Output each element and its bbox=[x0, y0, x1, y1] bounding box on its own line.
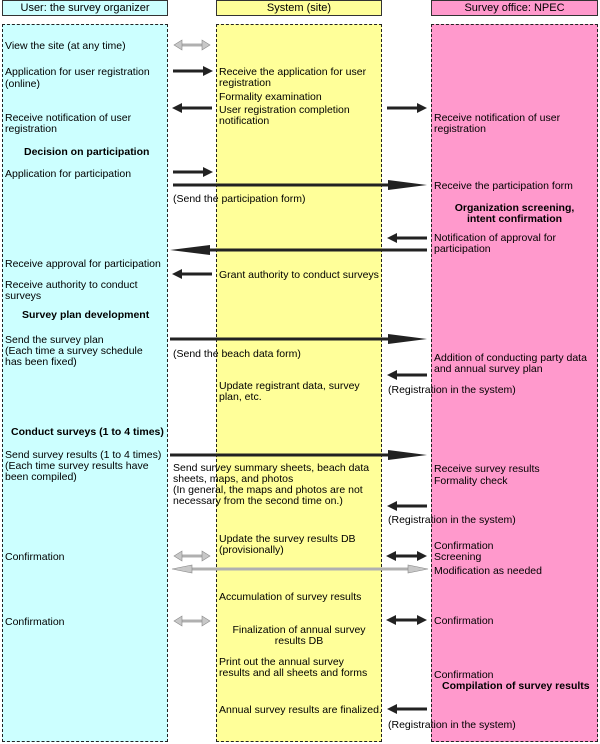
registration-system-arrow-2 bbox=[387, 501, 427, 511]
approval-line2: participation bbox=[434, 243, 491, 255]
receive-results-step: Receive survey results bbox=[434, 463, 540, 475]
print-out-line2: results and all sheets and forms bbox=[219, 667, 368, 679]
confirmation-dark-arrow-2 bbox=[386, 615, 427, 625]
office-notification-arrow bbox=[387, 103, 427, 113]
user-confirmation-2: Confirmation bbox=[5, 616, 65, 628]
office-confirmation-1: Confirmation bbox=[434, 540, 494, 552]
receive-form-step: Receive the participation form bbox=[434, 180, 573, 192]
registration-note-1: (Registration in the system) bbox=[388, 384, 516, 396]
participation-form-arrow bbox=[173, 180, 427, 190]
compilation-heading: Compilation of survey results bbox=[442, 680, 590, 692]
formality-exam-step: Formality examination bbox=[219, 91, 322, 103]
send-participation-form-note: (Send the participation form) bbox=[173, 193, 306, 205]
view-site-arrow bbox=[174, 40, 210, 50]
send-sheets-line1: Send survey summary sheets, beach data bbox=[173, 462, 370, 474]
grant-authority-step: Grant authority to conduct surveys bbox=[219, 269, 379, 281]
receive-app-line1: Receive the application for user bbox=[219, 66, 367, 78]
grant-authority-arrow bbox=[172, 269, 212, 279]
user-lane-header: User: the survey organizer bbox=[2, 0, 168, 16]
print-out-line1: Print out the annual survey bbox=[219, 656, 344, 668]
completion-line2: notification bbox=[219, 115, 270, 127]
modification-gray-arrow bbox=[172, 565, 428, 573]
approval-long-arrow bbox=[170, 245, 427, 255]
receive-authority-line2: surveys bbox=[5, 290, 42, 302]
user-receive-notification-line2: registration bbox=[5, 123, 57, 135]
receive-approval-step: Receive approval for participation bbox=[5, 258, 161, 270]
office-receive-notification-line2: registration bbox=[434, 123, 486, 135]
confirmation-gray-arrow-2 bbox=[174, 616, 210, 626]
system-lane-header: System (site) bbox=[216, 0, 382, 16]
addition-line1: Addition of conducting party data bbox=[434, 352, 587, 364]
registration-system-arrow-1 bbox=[387, 370, 427, 380]
completion-line1: User registration completion bbox=[219, 104, 350, 116]
registration-arrow bbox=[173, 66, 213, 76]
office-confirmation-2: Confirmation bbox=[434, 615, 494, 627]
registration-note-3: (Registration in the system) bbox=[388, 719, 516, 731]
send-sheets-line3: (In general, the maps and photos are not bbox=[173, 484, 363, 496]
modification-step: Modification as needed bbox=[434, 565, 542, 577]
update-registrant-line1: Update registrant data, survey bbox=[219, 380, 360, 392]
plan-development-heading: Survey plan development bbox=[22, 309, 150, 321]
conduct-surveys-heading: Conduct surveys (1 to 4 times) bbox=[11, 426, 164, 438]
registration-system-arrow-3 bbox=[387, 704, 427, 714]
send-plan-line3: has been fixed) bbox=[5, 356, 77, 368]
send-plan-line1: Send the survey plan bbox=[5, 334, 104, 346]
registration-note-2: (Registration in the system) bbox=[388, 514, 516, 526]
send-plan-line2: (Each time a survey schedule bbox=[5, 345, 143, 357]
receive-app-line2: registration bbox=[219, 77, 271, 89]
update-registrant-line2: plan, etc. bbox=[219, 391, 262, 403]
update-db-line1: Update the survey results DB bbox=[219, 533, 356, 545]
accumulation-step: Accumulation of survey results bbox=[219, 591, 362, 603]
user-receive-notification-line1: Receive notification of user bbox=[5, 112, 132, 124]
approval-line1: Notification of approval for bbox=[434, 232, 556, 244]
survey-results-arrow bbox=[170, 450, 427, 460]
send-sheets-line2: sheets, maps, and photos bbox=[173, 473, 294, 485]
app-participation-step: Application for participation bbox=[5, 168, 132, 180]
view-site-step: View the site (at any time) bbox=[5, 40, 126, 52]
app-registration-line2: (online) bbox=[5, 78, 41, 90]
app-registration-line1: Application for user registration bbox=[5, 66, 150, 78]
finalized-step: Annual survey results are finalized. bbox=[219, 704, 382, 716]
formality-check-step: Formality check bbox=[434, 475, 508, 487]
screening-heading-line2: intent confirmation bbox=[466, 213, 563, 225]
office-confirmation-3: Confirmation bbox=[434, 669, 494, 681]
finalization-line2: results DB bbox=[274, 635, 324, 647]
receive-authority-line1: Receive authority to conduct bbox=[5, 279, 138, 291]
send-results-line1: Send survey results (1 to 4 times) bbox=[5, 449, 162, 461]
participation-arrow bbox=[173, 167, 213, 177]
decision-participation-heading: Decision on participation bbox=[24, 146, 150, 158]
update-db-line2: (provisionally) bbox=[219, 544, 284, 556]
send-beach-form-note: (Send the beach data form) bbox=[173, 348, 301, 360]
screening-step: Screening bbox=[434, 551, 482, 563]
survey-plan-arrow bbox=[170, 334, 427, 344]
send-results-line2: (Each time survey results have bbox=[5, 460, 149, 472]
send-results-line3: been compiled) bbox=[5, 471, 77, 483]
confirmation-dark-arrow-1 bbox=[386, 551, 427, 561]
confirmation-gray-arrow-1 bbox=[174, 551, 210, 561]
office-lane-header: Survey office: NPEC bbox=[431, 0, 598, 16]
user-confirmation-1: Confirmation bbox=[5, 551, 65, 563]
office-receive-notification-line1: Receive notification of user bbox=[434, 112, 561, 124]
send-sheets-line4: necessary from the second time on.) bbox=[173, 495, 343, 507]
addition-line2: and annual survey plan bbox=[434, 363, 543, 375]
screening-heading-line1: Organization screening, bbox=[454, 202, 575, 214]
finalization-line1: Finalization of annual survey bbox=[232, 624, 366, 636]
completion-notification-arrow bbox=[172, 103, 212, 113]
approval-short-arrow bbox=[387, 233, 427, 243]
